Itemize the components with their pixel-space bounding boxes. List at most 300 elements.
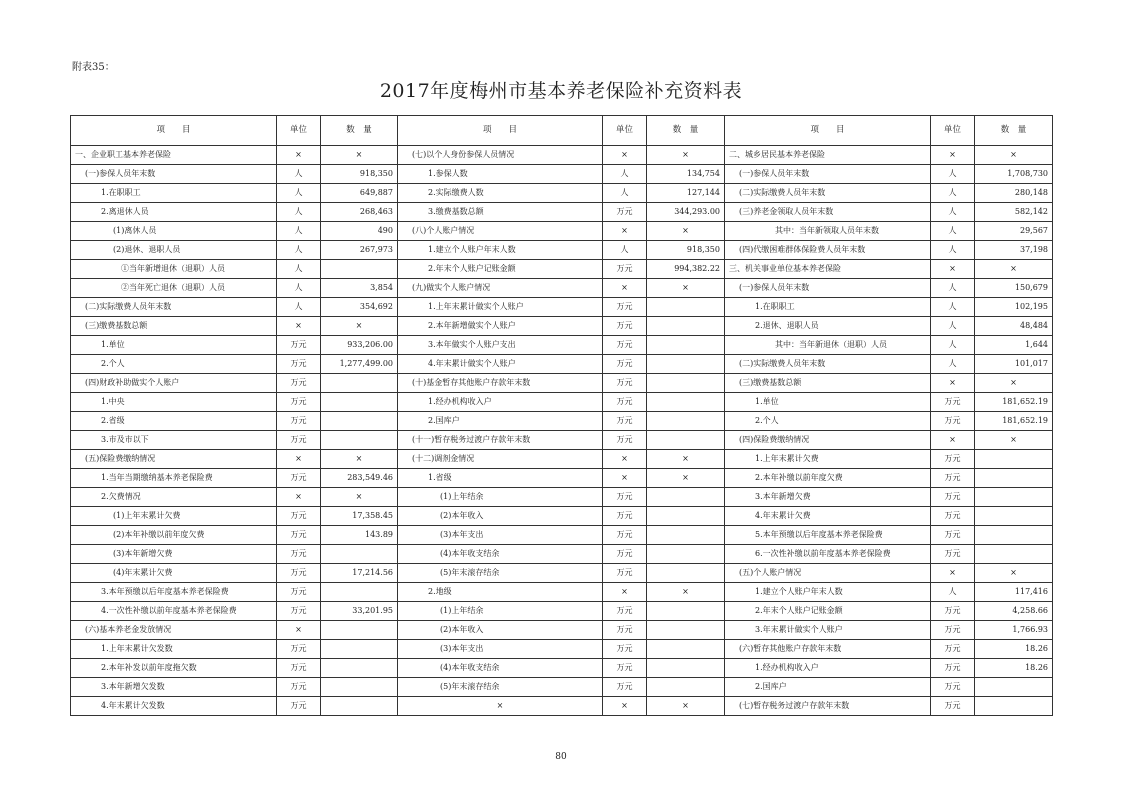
item-cell: (1)上年末累计欠费	[71, 507, 277, 526]
unit-cell: 万元	[603, 564, 647, 583]
unit-cell: 万元	[277, 697, 321, 716]
item-cell: (三)养老金领取人员年末数	[725, 203, 931, 222]
unit-cell: 万元	[931, 621, 975, 640]
header-item: 项 目	[398, 116, 603, 146]
unit-cell: 人	[277, 184, 321, 203]
qty-cell	[647, 526, 725, 545]
unit-cell: 万元	[603, 640, 647, 659]
qty-cell	[321, 640, 398, 659]
unit-cell: ×	[277, 450, 321, 469]
qty-cell: 18.26	[975, 640, 1053, 659]
unit-cell: 人	[277, 222, 321, 241]
table-row	[71, 526, 1053, 545]
qty-cell	[975, 450, 1053, 469]
unit-cell: 人	[603, 241, 647, 260]
unit-cell: 万元	[277, 583, 321, 602]
qty-cell	[321, 260, 398, 279]
unit-cell: 万元	[603, 203, 647, 222]
item-cell: 2.本年补缴以前年度欠费	[725, 469, 931, 488]
unit-cell: 万元	[603, 374, 647, 393]
qty-cell: 17,358.45	[321, 507, 398, 526]
item-cell: 2.退休、退职人员	[725, 317, 931, 336]
item-cell: 2.地级	[398, 583, 603, 602]
item-cell: 6.一次性补缴以前年度基本养老保险费	[725, 545, 931, 564]
item-cell: (十)基金暂存其他账户存款年末数	[398, 374, 603, 393]
unit-cell: 人	[931, 336, 975, 355]
unit-cell: 人	[931, 165, 975, 184]
table-row	[71, 336, 1053, 355]
item-cell: (五)个人账户情况	[725, 564, 931, 583]
unit-cell: 万元	[603, 393, 647, 412]
qty-cell	[647, 564, 725, 583]
qty-cell: ×	[321, 146, 398, 165]
item-cell: 4.一次性补缴以前年度基本养老保险费	[71, 602, 277, 621]
qty-cell: ×	[975, 146, 1053, 165]
unit-cell: 人	[931, 317, 975, 336]
unit-cell: ×	[931, 260, 975, 279]
qty-cell	[975, 526, 1053, 545]
unit-cell: 万元	[603, 678, 647, 697]
qty-cell	[647, 602, 725, 621]
qty-cell: 29,567	[975, 222, 1053, 241]
qty-cell: ×	[647, 469, 725, 488]
item-cell: 2.离退休人员	[71, 203, 277, 222]
qty-cell: 134,754	[647, 165, 725, 184]
item-cell: 一、企业职工基本养老保险	[71, 146, 277, 165]
qty-cell: ×	[975, 374, 1053, 393]
unit-cell: 人	[931, 583, 975, 602]
unit-cell: 万元	[277, 564, 321, 583]
item-cell: 3.年末累计做实个人账户	[725, 621, 931, 640]
qty-cell: ×	[647, 697, 725, 716]
qty-cell: ×	[647, 450, 725, 469]
pension-supplement-table	[70, 115, 1053, 716]
item-cell: 2.年末个人账户记账金额	[725, 602, 931, 621]
table-row	[71, 583, 1053, 602]
unit-cell: 万元	[603, 431, 647, 450]
qty-cell	[647, 431, 725, 450]
unit-cell: 万元	[931, 640, 975, 659]
unit-cell: 万元	[603, 298, 647, 317]
qty-cell	[975, 697, 1053, 716]
qty-cell: ×	[647, 146, 725, 165]
header-qty: 数 量	[321, 116, 398, 146]
item-cell: (2)本年补缴以前年度欠费	[71, 526, 277, 545]
item-cell: 3.本年新增欠费	[725, 488, 931, 507]
table-header-row	[71, 116, 1053, 146]
item-cell: (四)保险费缴纳情况	[725, 431, 931, 450]
qty-cell: ×	[321, 450, 398, 469]
qty-cell: 18.26	[975, 659, 1053, 678]
unit-cell: 万元	[277, 678, 321, 697]
item-cell: (六)基本养老金发放情况	[71, 621, 277, 640]
item-cell: 2.年末个人账户记账金额	[398, 260, 603, 279]
header-unit: 单位	[277, 116, 321, 146]
table-row	[71, 412, 1053, 431]
unit-cell: 万元	[277, 507, 321, 526]
table-row	[71, 165, 1053, 184]
table-row	[71, 545, 1053, 564]
unit-cell: 人	[277, 279, 321, 298]
qty-cell: ×	[975, 260, 1053, 279]
table-row	[71, 697, 1053, 716]
table-row	[71, 184, 1053, 203]
table-row	[71, 317, 1053, 336]
qty-cell	[321, 545, 398, 564]
header-qty: 数 量	[975, 116, 1053, 146]
unit-cell: 人	[277, 165, 321, 184]
unit-cell: ×	[603, 583, 647, 602]
table-row	[71, 260, 1053, 279]
item-cell: 5.本年预缴以后年度基本养老保险费	[725, 526, 931, 545]
qty-cell: 102,195	[975, 298, 1053, 317]
qty-cell	[647, 640, 725, 659]
item-cell: 1.在职职工	[725, 298, 931, 317]
qty-cell	[647, 621, 725, 640]
item-cell: (十一)暂存税务过渡户存款年末数	[398, 431, 603, 450]
item-cell: (十二)调剂金情况	[398, 450, 603, 469]
unit-cell: 万元	[277, 545, 321, 564]
item-cell: 3.缴费基数总额	[398, 203, 603, 222]
qty-cell	[647, 355, 725, 374]
qty-cell	[975, 678, 1053, 697]
item-cell: (六)暂存其他账户存款年末数	[725, 640, 931, 659]
qty-cell: 181,652.19	[975, 412, 1053, 431]
item-cell: (二)实际缴费人员年末数	[725, 184, 931, 203]
unit-cell: 万元	[603, 336, 647, 355]
item-cell: 1.上年末累计欠费	[725, 450, 931, 469]
qty-cell	[647, 488, 725, 507]
unit-cell: 万元	[277, 526, 321, 545]
item-cell: 2.欠费情况	[71, 488, 277, 507]
qty-cell: 268,463	[321, 203, 398, 222]
qty-cell	[647, 545, 725, 564]
qty-cell: 918,350	[321, 165, 398, 184]
qty-cell	[647, 659, 725, 678]
qty-cell: 143.89	[321, 526, 398, 545]
item-cell: (七)暂存税务过渡户存款年末数	[725, 697, 931, 716]
qty-cell: 283,549.46	[321, 469, 398, 488]
qty-cell	[975, 507, 1053, 526]
item-cell: 2.省级	[71, 412, 277, 431]
unit-cell: 人	[277, 241, 321, 260]
page-number: 80	[555, 752, 567, 762]
item-cell: (1)上年结余	[398, 602, 603, 621]
item-cell: (七)以个人身份参保人员情况	[398, 146, 603, 165]
unit-cell: 人	[603, 184, 647, 203]
unit-cell: 人	[931, 241, 975, 260]
unit-cell: 万元	[277, 336, 321, 355]
qty-cell: 181,652.19	[975, 393, 1053, 412]
unit-cell: ×	[603, 222, 647, 241]
unit-cell: ×	[931, 374, 975, 393]
unit-cell: ×	[931, 431, 975, 450]
unit-cell: ×	[931, 146, 975, 165]
unit-cell: 人	[277, 260, 321, 279]
table-row	[71, 431, 1053, 450]
unit-cell: 万元	[603, 317, 647, 336]
qty-cell: 994,382.22	[647, 260, 725, 279]
table-row	[71, 469, 1053, 488]
qty-cell: 490	[321, 222, 398, 241]
table-row	[71, 298, 1053, 317]
qty-cell	[321, 621, 398, 640]
unit-cell: 万元	[603, 260, 647, 279]
unit-cell: 人	[603, 165, 647, 184]
unit-cell: 万元	[931, 659, 975, 678]
item-cell: (四)财政补助做实个人账户	[71, 374, 277, 393]
qty-cell: 101,017	[975, 355, 1053, 374]
item-cell: 3.本年预缴以后年度基本养老保险费	[71, 583, 277, 602]
table-body	[71, 146, 1053, 716]
item-cell: (三)缴费基数总额	[71, 317, 277, 336]
qty-cell	[647, 678, 725, 697]
unit-cell: 万元	[603, 602, 647, 621]
item-cell: ①当年新增退休（退职）人员	[71, 260, 277, 279]
item-cell: (1)离休人员	[71, 222, 277, 241]
table-row	[71, 659, 1053, 678]
unit-cell: ×	[277, 146, 321, 165]
qty-cell	[647, 298, 725, 317]
item-cell: ②当年死亡退休（退职）人员	[71, 279, 277, 298]
item-cell: (八)个人账户情况	[398, 222, 603, 241]
table-row	[71, 564, 1053, 583]
item-cell: (1)上年结余	[398, 488, 603, 507]
qty-cell: ×	[321, 488, 398, 507]
unit-cell: 万元	[603, 507, 647, 526]
unit-cell: 万元	[603, 545, 647, 564]
item-cell: 1.经办机构收入户	[398, 393, 603, 412]
qty-cell: 127,144	[647, 184, 725, 203]
item-cell: (3)本年支出	[398, 640, 603, 659]
header-qty: 数 量	[647, 116, 725, 146]
table-row	[71, 488, 1053, 507]
item-cell: 2.本年新增做实个人账户	[398, 317, 603, 336]
unit-cell: 万元	[277, 355, 321, 374]
item-cell: 1.单位	[725, 393, 931, 412]
qty-cell: 33,201.95	[321, 602, 398, 621]
page-title: 2017年度梅州市基本养老保险补充资料表	[379, 80, 743, 102]
qty-cell: 3,854	[321, 279, 398, 298]
unit-cell: 万元	[277, 393, 321, 412]
unit-cell: 人	[931, 222, 975, 241]
qty-cell	[647, 393, 725, 412]
item-cell: (4)本年收支结余	[398, 659, 603, 678]
item-cell: 1.上年末累计欠发数	[71, 640, 277, 659]
item-cell: (一)参保人员年末数	[71, 165, 277, 184]
item-cell: 二、城乡居民基本养老保险	[725, 146, 931, 165]
item-cell: ×	[398, 697, 603, 716]
unit-cell: 人	[931, 184, 975, 203]
qty-cell	[321, 431, 398, 450]
unit-cell: ×	[277, 317, 321, 336]
qty-cell	[321, 697, 398, 716]
unit-cell: 万元	[931, 488, 975, 507]
item-cell: 三、机关事业单位基本养老保险	[725, 260, 931, 279]
unit-cell: 人	[931, 203, 975, 222]
item-cell: 3.本年做实个人账户支出	[398, 336, 603, 355]
header-item: 项 目	[71, 116, 277, 146]
unit-cell: 人	[931, 355, 975, 374]
qty-cell: ×	[647, 279, 725, 298]
qty-cell	[321, 678, 398, 697]
item-cell: 1.经办机构收入户	[725, 659, 931, 678]
unit-cell: ×	[603, 450, 647, 469]
unit-cell: 人	[277, 203, 321, 222]
table-row	[71, 507, 1053, 526]
unit-cell: 人	[277, 298, 321, 317]
qty-cell	[647, 412, 725, 431]
item-cell: 其中：当年新领取人员年末数	[725, 222, 931, 241]
qty-cell: 117,416	[975, 583, 1053, 602]
item-cell: 1.建立个人账户年末人数	[725, 583, 931, 602]
item-cell: 1.当年当期缴纳基本养老保险费	[71, 469, 277, 488]
item-cell: (3)本年新增欠费	[71, 545, 277, 564]
qty-cell: ×	[975, 431, 1053, 450]
qty-cell: 1,277,499.00	[321, 355, 398, 374]
qty-cell: 280,148	[975, 184, 1053, 203]
item-cell: 2.个人	[725, 412, 931, 431]
item-cell: 1.省级	[398, 469, 603, 488]
table-row	[71, 222, 1053, 241]
unit-cell: ×	[277, 488, 321, 507]
qty-cell: 17,214.56	[321, 564, 398, 583]
unit-cell: 万元	[277, 412, 321, 431]
item-cell: 4.年末累计做实个人账户	[398, 355, 603, 374]
unit-cell: 万元	[603, 659, 647, 678]
table-row	[71, 355, 1053, 374]
qty-cell: 918,350	[647, 241, 725, 260]
qty-cell	[975, 469, 1053, 488]
qty-cell: 933,206.00	[321, 336, 398, 355]
unit-cell: 万元	[277, 640, 321, 659]
item-cell: (5)年末滚存结余	[398, 678, 603, 697]
qty-cell	[647, 317, 725, 336]
item-cell: 2.本年补发以前年度拖欠数	[71, 659, 277, 678]
unit-cell: 万元	[931, 678, 975, 697]
unit-cell: 万元	[277, 431, 321, 450]
table-row	[71, 146, 1053, 165]
unit-cell: ×	[603, 469, 647, 488]
unit-cell: ×	[603, 146, 647, 165]
item-cell: 1.在职职工	[71, 184, 277, 203]
item-cell: (2)本年收入	[398, 507, 603, 526]
header-item: 项 目	[725, 116, 931, 146]
unit-cell: ×	[603, 697, 647, 716]
qty-cell: 1,766.93	[975, 621, 1053, 640]
item-cell: 1.建立个人账户年末人数	[398, 241, 603, 260]
qty-cell: ×	[321, 317, 398, 336]
item-cell: (二)实际缴费人员年末数	[71, 298, 277, 317]
item-cell: 1.单位	[71, 336, 277, 355]
qty-cell	[647, 374, 725, 393]
unit-cell: 万元	[277, 659, 321, 678]
qty-cell: 649,887	[321, 184, 398, 203]
qty-cell	[321, 412, 398, 431]
unit-cell: 万元	[931, 412, 975, 431]
unit-cell: 人	[931, 298, 975, 317]
appendix-label: 附表35：	[72, 62, 115, 73]
item-cell: 2.国库户	[398, 412, 603, 431]
item-cell: 4.年末累计欠费	[725, 507, 931, 526]
qty-cell: ×	[975, 564, 1053, 583]
unit-cell: ×	[603, 279, 647, 298]
qty-cell: 37,198	[975, 241, 1053, 260]
qty-cell: 48,484	[975, 317, 1053, 336]
table-row	[71, 621, 1053, 640]
table-row	[71, 203, 1053, 222]
qty-cell	[647, 336, 725, 355]
table-row	[71, 678, 1053, 697]
item-cell: (九)做实个人账户情况	[398, 279, 603, 298]
qty-cell	[975, 545, 1053, 564]
table-row	[71, 241, 1053, 260]
unit-cell: 万元	[931, 697, 975, 716]
unit-cell: ×	[931, 564, 975, 583]
table-row	[71, 640, 1053, 659]
item-cell: 3.本年新增欠发数	[71, 678, 277, 697]
qty-cell	[647, 507, 725, 526]
table-row	[71, 374, 1053, 393]
table-row	[71, 602, 1053, 621]
unit-cell: 万元	[603, 621, 647, 640]
qty-cell	[321, 393, 398, 412]
qty-cell: ×	[647, 222, 725, 241]
qty-cell: 4,258.66	[975, 602, 1053, 621]
item-cell: (一)参保人员年末数	[725, 165, 931, 184]
unit-cell: 万元	[603, 488, 647, 507]
item-cell: (4)年末累计欠费	[71, 564, 277, 583]
table-row	[71, 450, 1053, 469]
unit-cell: 万元	[277, 469, 321, 488]
qty-cell: 1,708,730	[975, 165, 1053, 184]
unit-cell: 万元	[603, 526, 647, 545]
qty-cell	[321, 374, 398, 393]
unit-cell: 万元	[931, 469, 975, 488]
unit-cell: 万元	[931, 526, 975, 545]
table-row	[71, 279, 1053, 298]
unit-cell: 万元	[603, 412, 647, 431]
item-cell: 1.参保人数	[398, 165, 603, 184]
item-cell: 4.年末累计欠发数	[71, 697, 277, 716]
header-unit: 单位	[931, 116, 975, 146]
qty-cell: 150,679	[975, 279, 1053, 298]
unit-cell: 万元	[603, 355, 647, 374]
item-cell: (4)本年收支结余	[398, 545, 603, 564]
item-cell: (四)代缴困难群体保险费人员年末数	[725, 241, 931, 260]
qty-cell	[975, 488, 1053, 507]
item-cell: 2.国库户	[725, 678, 931, 697]
unit-cell: 万元	[931, 393, 975, 412]
item-cell: 3.市及市以下	[71, 431, 277, 450]
qty-cell: 267,973	[321, 241, 398, 260]
qty-cell: 344,293.00	[647, 203, 725, 222]
qty-cell	[321, 583, 398, 602]
item-cell: (一)参保人员年末数	[725, 279, 931, 298]
qty-cell: 582,142	[975, 203, 1053, 222]
unit-cell: 万元	[931, 450, 975, 469]
item-cell: (2)退休、退职人员	[71, 241, 277, 260]
unit-cell: 万元	[931, 545, 975, 564]
qty-cell: ×	[647, 583, 725, 602]
item-cell: 1.上年末累计做实个人账户	[398, 298, 603, 317]
item-cell: 2.个人	[71, 355, 277, 374]
item-cell: (2)本年收入	[398, 621, 603, 640]
table-row	[71, 393, 1053, 412]
unit-cell: 万元	[931, 507, 975, 526]
unit-cell: 万元	[931, 602, 975, 621]
unit-cell: 万元	[277, 602, 321, 621]
